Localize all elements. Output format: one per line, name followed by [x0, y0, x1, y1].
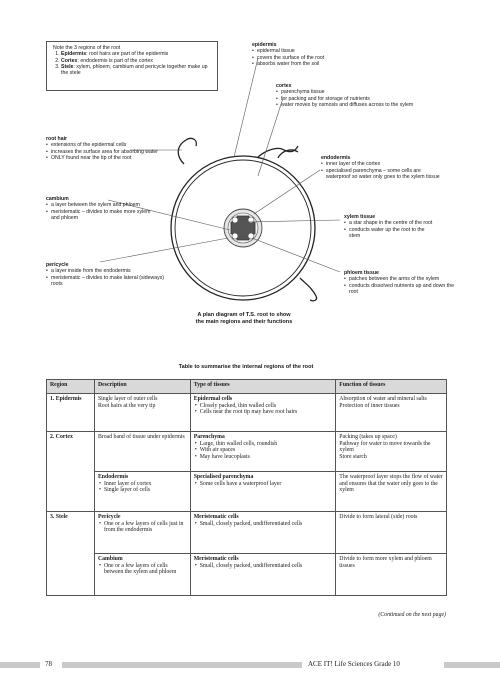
- label-item: • conducts water up the root to the stem: [344, 227, 434, 240]
- note-intro: Note the 3 regions of the root: [53, 45, 121, 51]
- column-header: Function of tissues: [336, 380, 447, 394]
- description-cell: Cambium • One or a few layers of cells between the xylem and phloem: [94, 554, 190, 596]
- phloem-patch: [248, 233, 254, 239]
- label-item: • extensions of the epidermal cells: [46, 142, 166, 148]
- label-title: phloem tissue: [344, 270, 379, 276]
- tissue-cell: Meristematic cells • Small, closely packed, undifferentiated cells: [190, 554, 336, 596]
- label-item: • covers the surface of the root: [252, 55, 372, 61]
- description-cell: Endodermis • Inner layer of cortex • Single layer of cells: [94, 472, 190, 512]
- root-hair-left: [178, 138, 196, 164]
- column-header: Description: [94, 380, 190, 394]
- label-root-hair: [46, 136, 166, 161]
- label-epidermis: [252, 42, 372, 67]
- label-item: • a layer between the xylem and phloem: [46, 202, 151, 208]
- continued-note: (Continued on the next page): [378, 612, 446, 618]
- label-xylem-tissue: [344, 214, 434, 239]
- label-title: cortex: [276, 83, 292, 89]
- root-hair-top-right: [258, 146, 298, 157]
- footer-bar-middle: [62, 662, 302, 668]
- table-row: [47, 554, 447, 596]
- leader-epidermis: [234, 58, 258, 157]
- description-cell: Single layer of outer cells Root hairs at the very tip: [94, 394, 190, 432]
- footer-bar-right: [444, 662, 500, 668]
- footer-bar-left: [0, 662, 40, 668]
- note-item: 3. Stele: xylem, phloem, cambium and pericycle together make up the stele: [61, 64, 212, 77]
- label-endodermis: [321, 155, 446, 180]
- function-cell: Absorption of water and mineral salts Protection of inner tissues: [336, 394, 447, 432]
- label-title: endodermis: [321, 155, 351, 161]
- label-title: root hair: [46, 136, 68, 142]
- root-regions-table: [46, 379, 447, 596]
- table-row: [47, 394, 447, 432]
- label-item: • patches between the arms of the xylem: [344, 276, 456, 282]
- label-cambium: [46, 196, 151, 221]
- label-item: • epidermal tissue: [252, 48, 372, 54]
- label-cortex: [276, 83, 426, 108]
- label-item: • for packing and for storage of nutrients: [276, 96, 426, 102]
- region-cell: 1. Epidermis: [47, 394, 95, 432]
- label-item: • water moves by osmosis and diffuses across to the xylem: [276, 102, 426, 108]
- label-item: • increases the surface area for absorbing water: [46, 149, 166, 155]
- column-header: Type of tissues: [190, 380, 336, 394]
- description-cell: Pericycle • One or a few layers of cells just in from the endodermis: [94, 512, 190, 554]
- region-cell: 3. Stele: [47, 512, 95, 596]
- label-item: • specialised parenchyma – some cells are waterproof so water only goes to the xylem tissue: [321, 168, 446, 181]
- phloem-patch: [232, 217, 238, 223]
- note-item: 1. Epidermis: root hairs are part of the epidermis: [61, 51, 212, 57]
- label-title: pericycle: [46, 262, 69, 268]
- function-cell: Divide to form more xylem and phloem tissues: [336, 554, 447, 596]
- label-item: • a layer inside from the endodermis: [46, 268, 166, 274]
- book-title: ACE IT! Life Sciences Grade 10: [308, 660, 400, 668]
- note-item: 2. Cortex: endodermis is part of the cortex: [61, 58, 212, 64]
- label-item: • inner layer of the cortex: [321, 161, 446, 167]
- label-item: • conducts dissolved nutrients up and down the root: [344, 283, 456, 296]
- label-title: epidermis: [252, 42, 277, 48]
- label-phloem-tissue: [344, 270, 456, 295]
- label-title: cambium: [46, 196, 69, 202]
- description-cell: Broad band of tissue under epidermis: [94, 432, 190, 472]
- function-cell: Divide to form lateral (side) roots: [336, 512, 447, 554]
- label-item: • absorbs water from the soil: [252, 61, 372, 67]
- table-caption: Table to summarise the internal regions of the root: [178, 364, 314, 370]
- column-header: Region: [47, 380, 95, 394]
- page-number: 78: [45, 660, 52, 668]
- label-title: xylem tissue: [344, 214, 376, 220]
- label-item: • a star shape in the centre of the root: [344, 220, 434, 226]
- tissue-cell: Epidermal cells • Closely packed, thin walled cells • Cells near the root tip may have root hairs: [190, 394, 336, 432]
- label-item: • meristematic – divides to make more xylem and phloem: [46, 209, 151, 222]
- region-cell: 2. Cortex: [47, 432, 95, 512]
- function-cell: Packing (takes up space) Pathway for water to move towards the xylem Store starch: [336, 432, 447, 472]
- table-row: [47, 432, 447, 472]
- tissue-cell: Specialised parenchyma • Some cells have a waterproof layer: [190, 472, 336, 512]
- table-row: [47, 512, 447, 554]
- leader-cortex: [258, 98, 283, 176]
- tissue-cell: Meristematic cells • Small, closely packed, undifferentiated cells: [190, 512, 336, 554]
- leader-pericycle: [100, 238, 228, 262]
- root-hair-bottom-right: [300, 278, 317, 301]
- label-item: • parenchyma tissue: [276, 89, 426, 95]
- label-item: • ONLY found near the tip of the root: [46, 155, 166, 161]
- table-header-row: [47, 380, 447, 394]
- phloem-patch: [232, 233, 238, 239]
- diagram-caption: A plan diagram of T.S. root to show the main regions and their functions: [195, 312, 293, 325]
- table-row: [47, 472, 447, 512]
- label-item: • meristematic – divides to make lateral (sideways) roots: [46, 275, 166, 288]
- function-cell: The waterproof layer stops the flow of water and ensures that the water only goes to the xylem: [336, 472, 447, 512]
- tissue-cell: Parenchyma • Large, thin walled cells, roundish • With air spaces • May have leucoplasts: [190, 432, 336, 472]
- leader-phloem: [252, 238, 340, 272]
- label-pericycle: [46, 262, 166, 287]
